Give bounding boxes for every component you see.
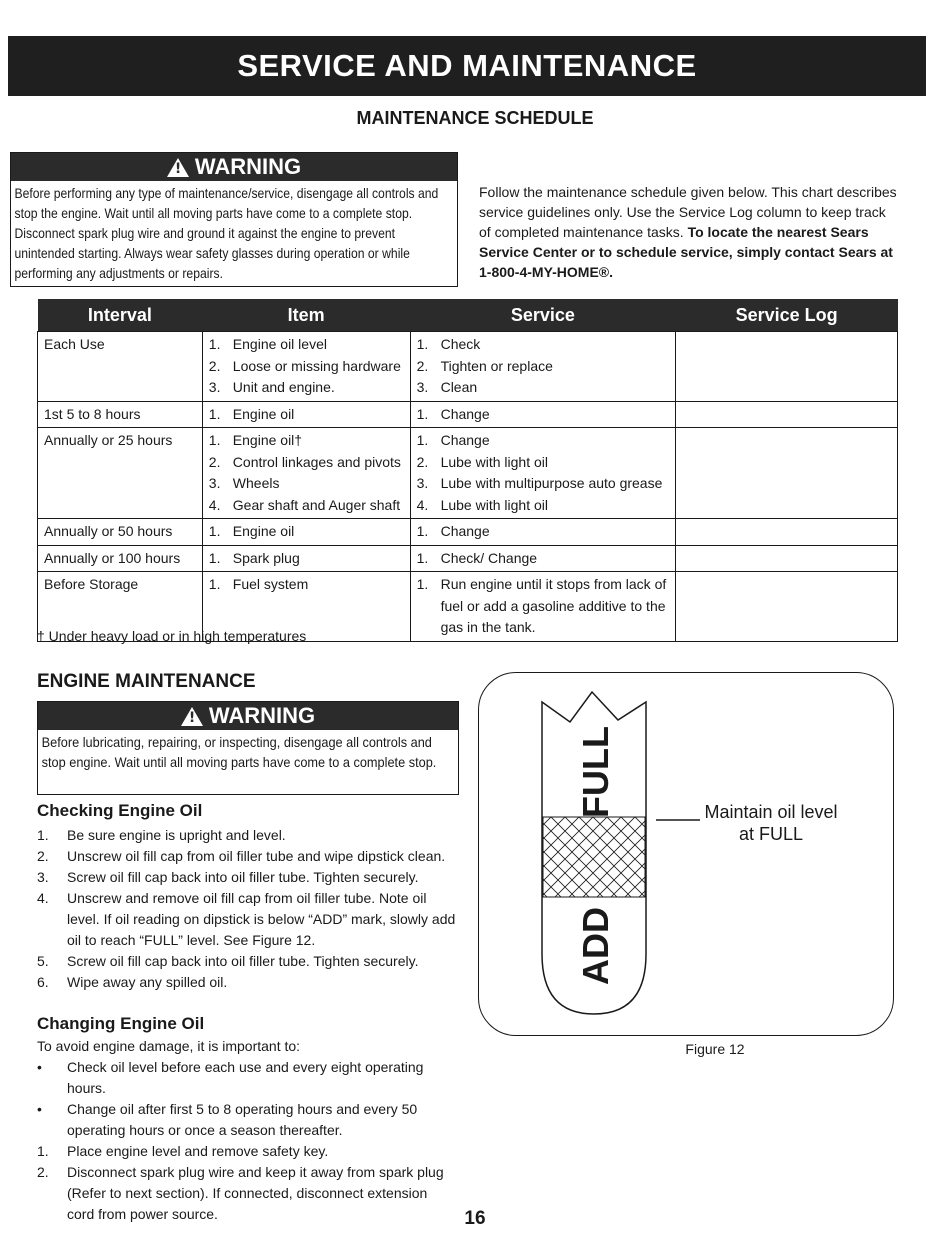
list-item: • Change oil after first 5 to 8 operating hours and every 50 operating hours or once a season thereafter.	[37, 1101, 418, 1138]
service-text: Lube with light oil	[440, 453, 548, 470]
item-text: Wheels	[232, 475, 280, 491]
warning-header	[11, 153, 457, 181]
service-text: Change	[440, 405, 490, 422]
warning-label: WARNING	[194, 154, 302, 179]
service-text: Change	[440, 523, 490, 539]
callout-line: Maintain oil level	[704, 802, 838, 822]
header-service: Service	[410, 299, 676, 332]
schedule-title: MAINTENANCE SCHEDULE	[356, 108, 594, 128]
warning-icon	[181, 707, 203, 726]
list-item: 3. Screw oil fill cap back into oil filler tube. Tighten securely.	[37, 869, 419, 885]
service-cell: 1. Change 2. Lube with light oil 3. Lube with multipurpose auto grease 4. Lube with light oil	[410, 428, 676, 519]
table-row	[38, 519, 898, 546]
service-cell: 1. Check/ Change	[410, 545, 676, 572]
item-text: Fuel system	[232, 576, 309, 592]
schedule-intro-text: Follow the maintenance schedule given below. This chart describes service guidelines only. Use the Service Log column to keep track of completed maintenance tasks.	[479, 184, 897, 240]
service-cell: 1. Change	[410, 519, 676, 546]
full-mark-label: FULL	[575, 726, 616, 818]
service-log-cell[interactable]	[676, 545, 898, 572]
warning-box-schedule	[10, 152, 458, 287]
changing-oil-intro: To avoid engine damage, it is important to:	[37, 1038, 301, 1054]
service-log-cell[interactable]	[676, 428, 898, 519]
item-text: Unit and engine.	[232, 379, 335, 395]
service-text: Run engine until it stops from lack of fuel or add a gasoline additive to the gas in the tank.	[440, 576, 667, 635]
dipstick-illustration	[530, 684, 660, 1024]
interval-cell: Before Storage	[38, 572, 203, 642]
list-item: 2. Disconnect spark plug wire and keep it away from spark plug (Refer to next section). If connected, disconnect extension cord from power source.	[37, 1164, 444, 1222]
item-text: Gear shaft and Auger shaft	[232, 496, 401, 513]
changing-oil-steps	[37, 1057, 457, 1225]
service-cell: 1. Check 2. Tighten or replace 3. Clean	[410, 332, 676, 402]
service-text: Tighten or replace	[440, 357, 553, 374]
changing-oil-title: Changing Engine Oil	[37, 1014, 205, 1033]
section-title: SERVICE AND MAINTENANCE	[237, 48, 697, 83]
service-text: Change	[440, 432, 490, 448]
interval-cell: Each Use	[38, 332, 203, 402]
checking-oil-steps	[37, 825, 457, 993]
item-text: Engine oil level	[232, 336, 327, 352]
table-row	[38, 401, 898, 428]
item-text: Spark plug	[232, 549, 300, 566]
header-service-log: Service Log	[676, 299, 898, 332]
item-cell: 1. Engine oil	[202, 519, 410, 546]
item-cell: 1. Spark plug	[202, 545, 410, 572]
section-banner	[8, 36, 926, 96]
header-interval: Interval	[38, 299, 203, 332]
service-text: Check/ Change	[440, 549, 538, 566]
list-item: 4. Unscrew and remove oil fill cap from oil filler tube. Note oil level. If oil reading on dipstick is below “ADD” mark, slowly add oil to reach “FULL” level. See Figure 12.	[37, 890, 456, 948]
interval-cell: Annually or 50 hours	[38, 519, 203, 546]
item-cell: 1. Engine oil level 2. Loose or missing hardware 3. Unit and engine.	[202, 332, 410, 402]
item-cell: 1. Engine oil	[202, 401, 410, 428]
service-text: Lube with multipurpose auto grease	[440, 475, 663, 491]
service-text: Clean	[440, 379, 478, 395]
list-item: 1. Be sure engine is upright and level.	[37, 827, 286, 843]
callout-line: at FULL	[738, 824, 804, 844]
item-cell: 1. Engine oil† 2. Control linkages and pivots 3. Wheels 4. Gear shaft and Auger shaft	[202, 428, 410, 519]
table-header-row	[38, 299, 898, 332]
interval-cell: 1st 5 to 8 hours	[38, 401, 203, 428]
table-footnote: † Under heavy load or in high temperatures	[37, 628, 307, 644]
interval-cell: Annually or 25 hours	[38, 428, 203, 519]
list-item: • Check oil level before each use and every eight operating hours.	[37, 1059, 424, 1096]
item-text: Loose or missing hardware	[232, 357, 401, 374]
add-mark-label: ADD	[575, 907, 616, 985]
table-row	[38, 428, 898, 519]
service-text: Lube with light oil	[440, 496, 548, 513]
service-log-cell[interactable]	[676, 572, 898, 642]
list-item: 2. Unscrew oil fill cap from oil filler tube and wipe dipstick clean.	[37, 848, 446, 864]
item-cell: 1. Fuel system	[202, 572, 410, 642]
service-log-cell[interactable]	[676, 519, 898, 546]
warning-icon	[167, 158, 189, 177]
list-item: 6. Wipe away any spilled oil.	[37, 974, 228, 990]
service-cell: 1. Change	[410, 401, 676, 428]
page-number: 16	[464, 1208, 486, 1229]
table-row	[38, 545, 898, 572]
warning-text: Before performing any type of maintenance/service, disengage all controls and stop the engine. Wait until all moving parts have come to a complete stop. Disconnect spark plug wire and ground it against the engine to prevent unintended starting. Always wear safety glasses during operation or while performing any adjustments or repairs.	[14, 185, 439, 281]
warning-label: WARNING	[208, 703, 316, 728]
item-text: Engine oil	[232, 405, 295, 422]
warning-box-engine	[37, 701, 459, 795]
engine-maintenance-title: ENGINE MAINTENANCE	[37, 671, 256, 692]
schedule-intro	[479, 182, 899, 282]
service-log-cell[interactable]	[676, 401, 898, 428]
item-text: Engine oil†	[232, 432, 303, 448]
warning-text: Before lubricating, repairing, or inspecting, disengage all controls and stop engine. Wait until all moving parts have come to a complete stop.	[41, 734, 437, 770]
service-text: Check	[440, 336, 481, 352]
maintain-level-callout	[700, 801, 842, 845]
header-item: Item	[202, 299, 410, 332]
figure-caption: Figure 12	[685, 1041, 745, 1057]
schedule-intro-contact: To locate the nearest Sears Service Center or to schedule service, simply contact Sears at 1-800-4-MY-HOME®.	[479, 224, 893, 280]
item-text: Engine oil	[232, 523, 295, 539]
warning-header	[38, 702, 458, 730]
item-text: Control linkages and pivots	[232, 453, 401, 470]
leader-line	[656, 818, 700, 822]
maintenance-schedule-table	[37, 299, 898, 642]
table-row	[38, 332, 898, 402]
service-log-cell[interactable]	[676, 332, 898, 402]
service-cell: 1. Run engine until it stops from lack of fuel or add a gasoline additive to the gas in the tank.	[410, 572, 676, 642]
list-item: 1. Place engine level and remove safety key.	[37, 1143, 329, 1159]
checking-oil-title: Checking Engine Oil	[37, 801, 203, 820]
list-item: 5. Screw oil fill cap back into oil filler tube. Tighten securely.	[37, 953, 419, 969]
interval-cell: Annually or 100 hours	[38, 545, 203, 572]
